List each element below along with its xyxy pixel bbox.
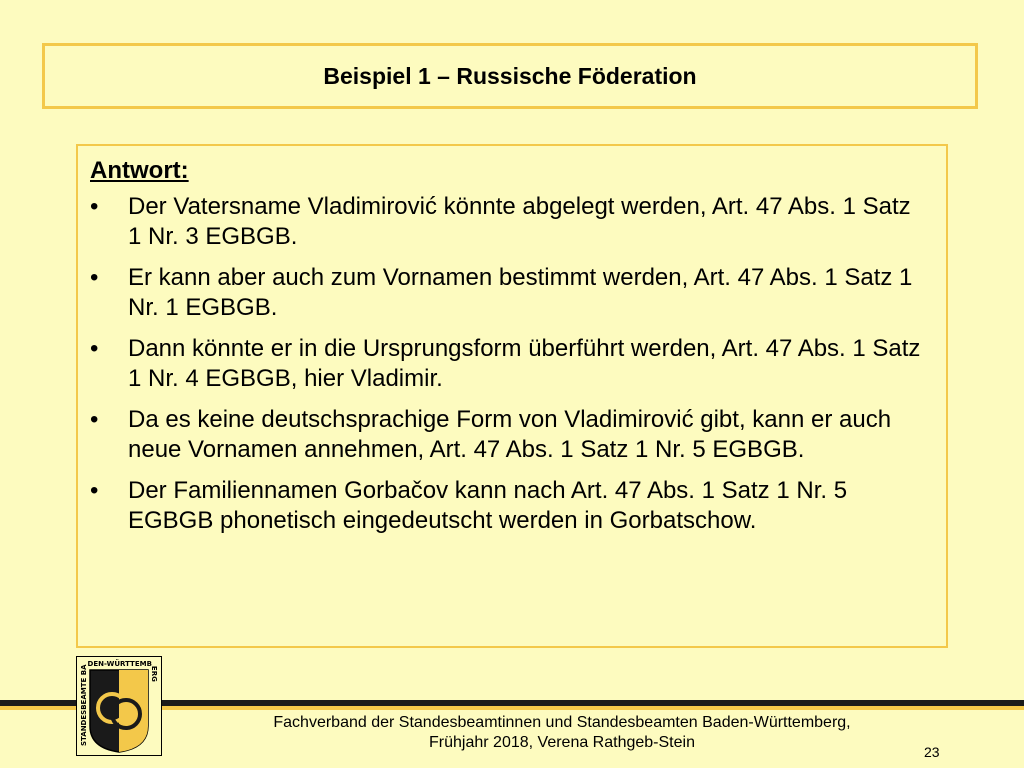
content-box	[76, 144, 948, 648]
bullet-icon: •	[90, 193, 99, 220]
bullet-item-3	[90, 334, 930, 394]
bullet-icon: •	[90, 406, 99, 433]
bullet-text-4: Da es keine deutschsprachige Form von Vladimirović gibt, kann er auch neue Vornamen annehmen, Art. 47 Abs. 1 Satz 1 Nr. 5 EGBGB.	[128, 406, 892, 463]
bullet-item-2	[90, 263, 930, 323]
bullet-icon: •	[90, 335, 99, 362]
bullet-item-5	[90, 476, 930, 536]
answer-heading: Antwort:	[90, 157, 189, 184]
standesbeamte-logo-icon	[76, 656, 162, 756]
bullet-text-3: Dann könnte er in die Ursprungsform überführt werden, Art. 47 Abs. 1 Satz 1 Nr. 4 EGBGB, hier Vladimir.	[128, 335, 921, 392]
footer-credits	[212, 713, 912, 753]
footer-line-1: Fachverband der Standesbeamtinnen und Standesbeamten Baden-Württemberg,	[273, 714, 851, 731]
bullet-text-5: Der Familiennamen Gorbačov kann nach Art. 47 Abs. 1 Satz 1 Nr. 5 EGBGB phonetisch eingedeutscht werden in Gorbatschow.	[128, 477, 848, 534]
bullet-icon: •	[90, 264, 99, 291]
footer-line-2: Frühjahr 2018, Verena Rathgeb-Stein	[429, 734, 695, 751]
title-box	[42, 43, 978, 109]
logo-text: STANDESBEAMTE BADEN-WÜRTTEMBERG	[80, 660, 158, 746]
bullet-item-4	[90, 405, 930, 465]
bullet-text-2: Er kann aber auch zum Vornamen bestimmt werden, Art. 47 Abs. 1 Satz 1 Nr. 1 EGBGB.	[128, 264, 913, 321]
slide-title: Beispiel 1 – Russische Föderation	[323, 62, 697, 89]
bullet-item-1	[90, 192, 930, 252]
bullet-list	[90, 192, 930, 536]
page-number: 23	[924, 744, 940, 760]
bullet-icon: •	[90, 477, 99, 504]
bullet-text-1: Der Vatersname Vladimirović könnte abgelegt werden, Art. 47 Abs. 1 Satz 1 Nr. 3 EGBGB.	[128, 193, 911, 250]
